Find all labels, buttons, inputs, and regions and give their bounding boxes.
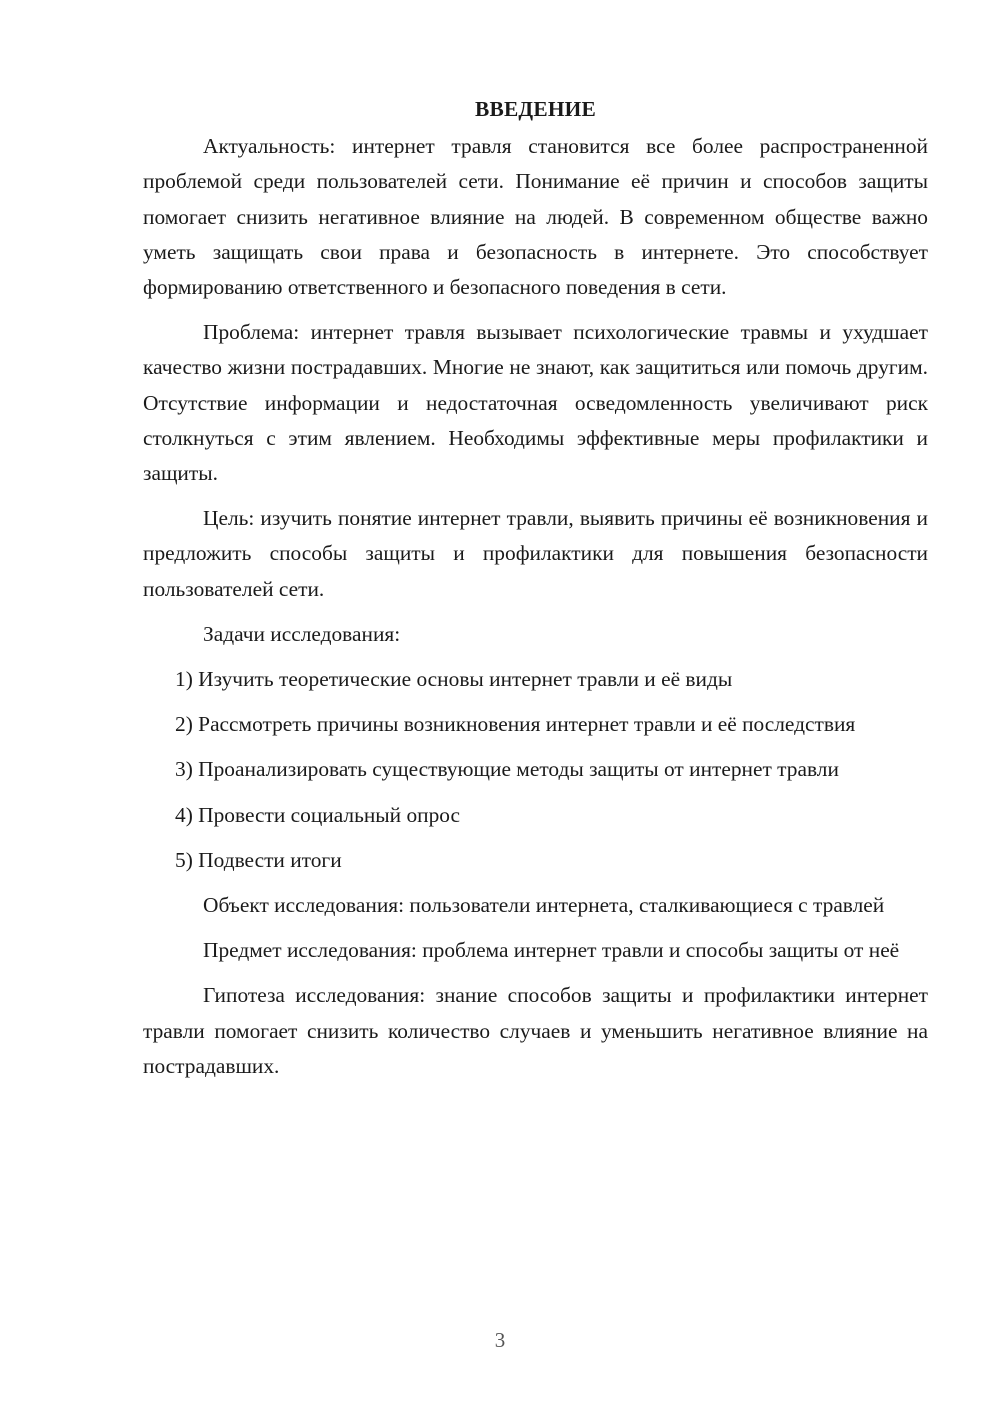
page-number: 3 bbox=[494, 1328, 506, 1352]
paragraph-relevance: Актуальность: интернет травля становится все более распространенной проблемой среди пользователей сети. Понимание её причин и способов защиты помогает снизить негативное влияние на людей. В современном обществе важно уметь защищать свои права и безопасность в интернете. Это способствует формированию ответственного и безопасного поведения в сети. bbox=[143, 134, 928, 300]
task-item-4: 4) Провести социальный опрос bbox=[175, 802, 461, 827]
section-title: ВВЕДЕНИЕ bbox=[475, 97, 596, 121]
paragraph-problem: Проблема: интернет травля вызывает психологические травмы и ухудшает качество жизни пострадавших. Многие не знают, как защититься или помочь другим. Отсутствие информации и недостаточная осведомленность увеличивают риск столкнуться с этим явлением. Необходимы эффективные меры профилактики и защиты. bbox=[143, 320, 928, 486]
page-content bbox=[143, 92, 928, 1094]
tasks-heading: Задачи исследования: bbox=[203, 621, 401, 646]
paragraph-subject: Предмет исследования: проблема интернет травли и способы защиты от неё bbox=[203, 938, 900, 963]
task-item-5: 5) Подвести итоги bbox=[175, 847, 342, 872]
paragraph-goal: Цель: изучить понятие интернет травли, выявить причины её возникновения и предложить способы защиты и профилактики для повышения безопасности пользователей сети. bbox=[143, 506, 928, 601]
task-item-2: 2) Рассмотреть причины возникновения интернет травли и её последствия bbox=[175, 712, 856, 737]
paragraph-hypothesis: Гипотеза исследования: знание способов защиты и профилактики интернет травли помогает снизить количество случаев и уменьшить негативное влияние на пострадавших. bbox=[143, 983, 928, 1078]
task-item-1: 1) Изучить теоретические основы интернет травли и её виды bbox=[175, 667, 733, 692]
paragraph-object: Объект исследования: пользователи интернета, сталкивающиеся с травлей bbox=[203, 893, 885, 918]
task-item-3: 3) Проанализировать существующие методы защиты от интернет травли bbox=[175, 757, 839, 782]
